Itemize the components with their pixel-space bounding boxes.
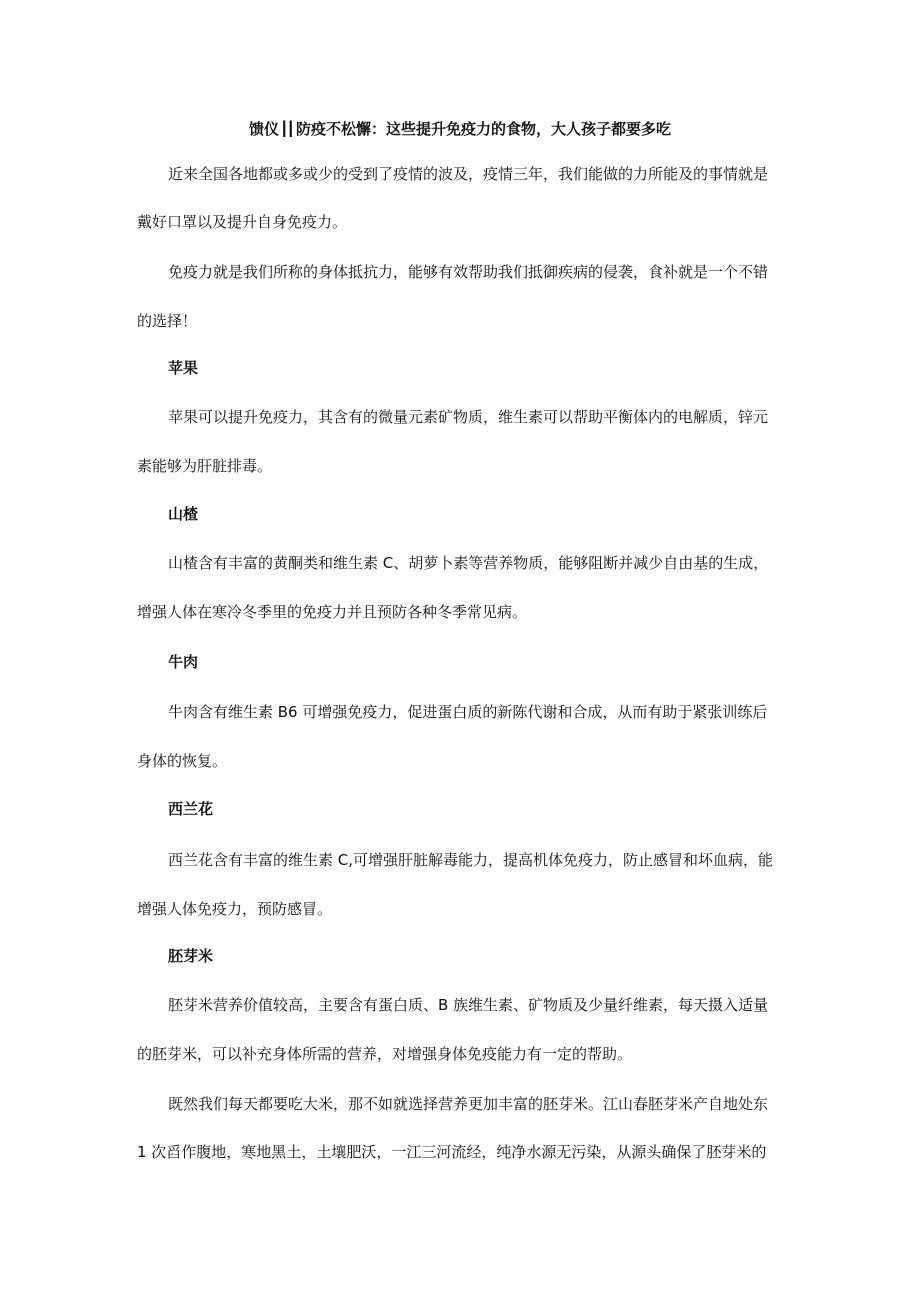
- section-heading-hawthorn: 山楂: [168, 505, 199, 523]
- section-heading-beef: 牛肉: [168, 653, 199, 671]
- section-broccoli-line-2: 增强人体免疫力，预防感冒。: [137, 900, 333, 918]
- intro-paragraph-1-line-2: 戴好口罩以及提升自身免疫力。: [137, 213, 348, 231]
- title-separator: II: [281, 118, 294, 143]
- intro-paragraph-1-line-1: 近来全国各地都或多或少的受到了疫情的波及，疫情三年，我们能做的力所能及的事情就是: [168, 165, 769, 183]
- section-apple-line-2: 素能够为肝脏排毒。: [137, 457, 273, 475]
- document-title: [0, 118, 920, 142]
- title-part2: 防疫不松懈：这些提升免疫力的食物，大人孩子都要多吃: [295, 120, 671, 138]
- section-germ-rice-line-2: 的胚芽米，可以补充身体所需的营养，对增强身体免疫能力有一定的帮助。: [137, 1045, 633, 1063]
- section-heading-germ-rice: 胚芽米: [168, 947, 214, 965]
- section-beef-line-1: 牛肉含有维生素 B6 可增强免疫力，促进蛋白质的新陈代谢和合成，从而有助于紧张训练后: [168, 703, 768, 721]
- section-beef-line-2: 身体的恢复。: [137, 752, 228, 770]
- section-apple-line-1: 苹果可以提升免疫力，其含有的微量元素矿物质，维生素可以帮助平衡体内的电解质，锌元: [168, 408, 769, 426]
- section-hawthorn-line-2: 增强人体在寒冷冬季里的免疫力并且预防各种冬季常见病。: [137, 603, 528, 621]
- section-germ-rice-line-1: 胚芽米营养价值较高，主要含有蛋白质、B 族维生素、矿物质及少量纤维素，每天摄入适量: [168, 996, 769, 1014]
- section-heading-broccoli: 西兰花: [168, 800, 214, 818]
- title-part1: 馈仪: [248, 120, 279, 138]
- section-heading-apple: 苹果: [168, 359, 199, 377]
- intro-paragraph-2-line-1: 免疫力就是我们所称的身体抵抗力，能够有效帮助我们抵御疾病的侵袭，食补就是一个不错: [168, 263, 769, 281]
- section-broccoli-line-1: 西兰花含有丰富的维生素 C,可增强肝脏解毒能力，提高机体免疫力，防止感冒和坏血病，能: [168, 851, 774, 869]
- intro-paragraph-2-line-2: 的选择！: [137, 312, 198, 330]
- closing-paragraph-line-2: 1 次舀作腹地，寒地黑土，土壤肥沃，一江三河流经，纯净水源无污染，从源头确保了胚芽米的: [137, 1143, 767, 1161]
- closing-paragraph-line-1: 既然我们每天都要吃大米，那不如就选择营养更加丰富的胚芽米。江山春胚芽米产自地处东: [168, 1095, 769, 1113]
- section-hawthorn-line-1: 山楂含有丰富的黄酮类和维生素 C、胡萝卜素等营养物质，能够阻断并减少自由基的生成，: [168, 554, 769, 572]
